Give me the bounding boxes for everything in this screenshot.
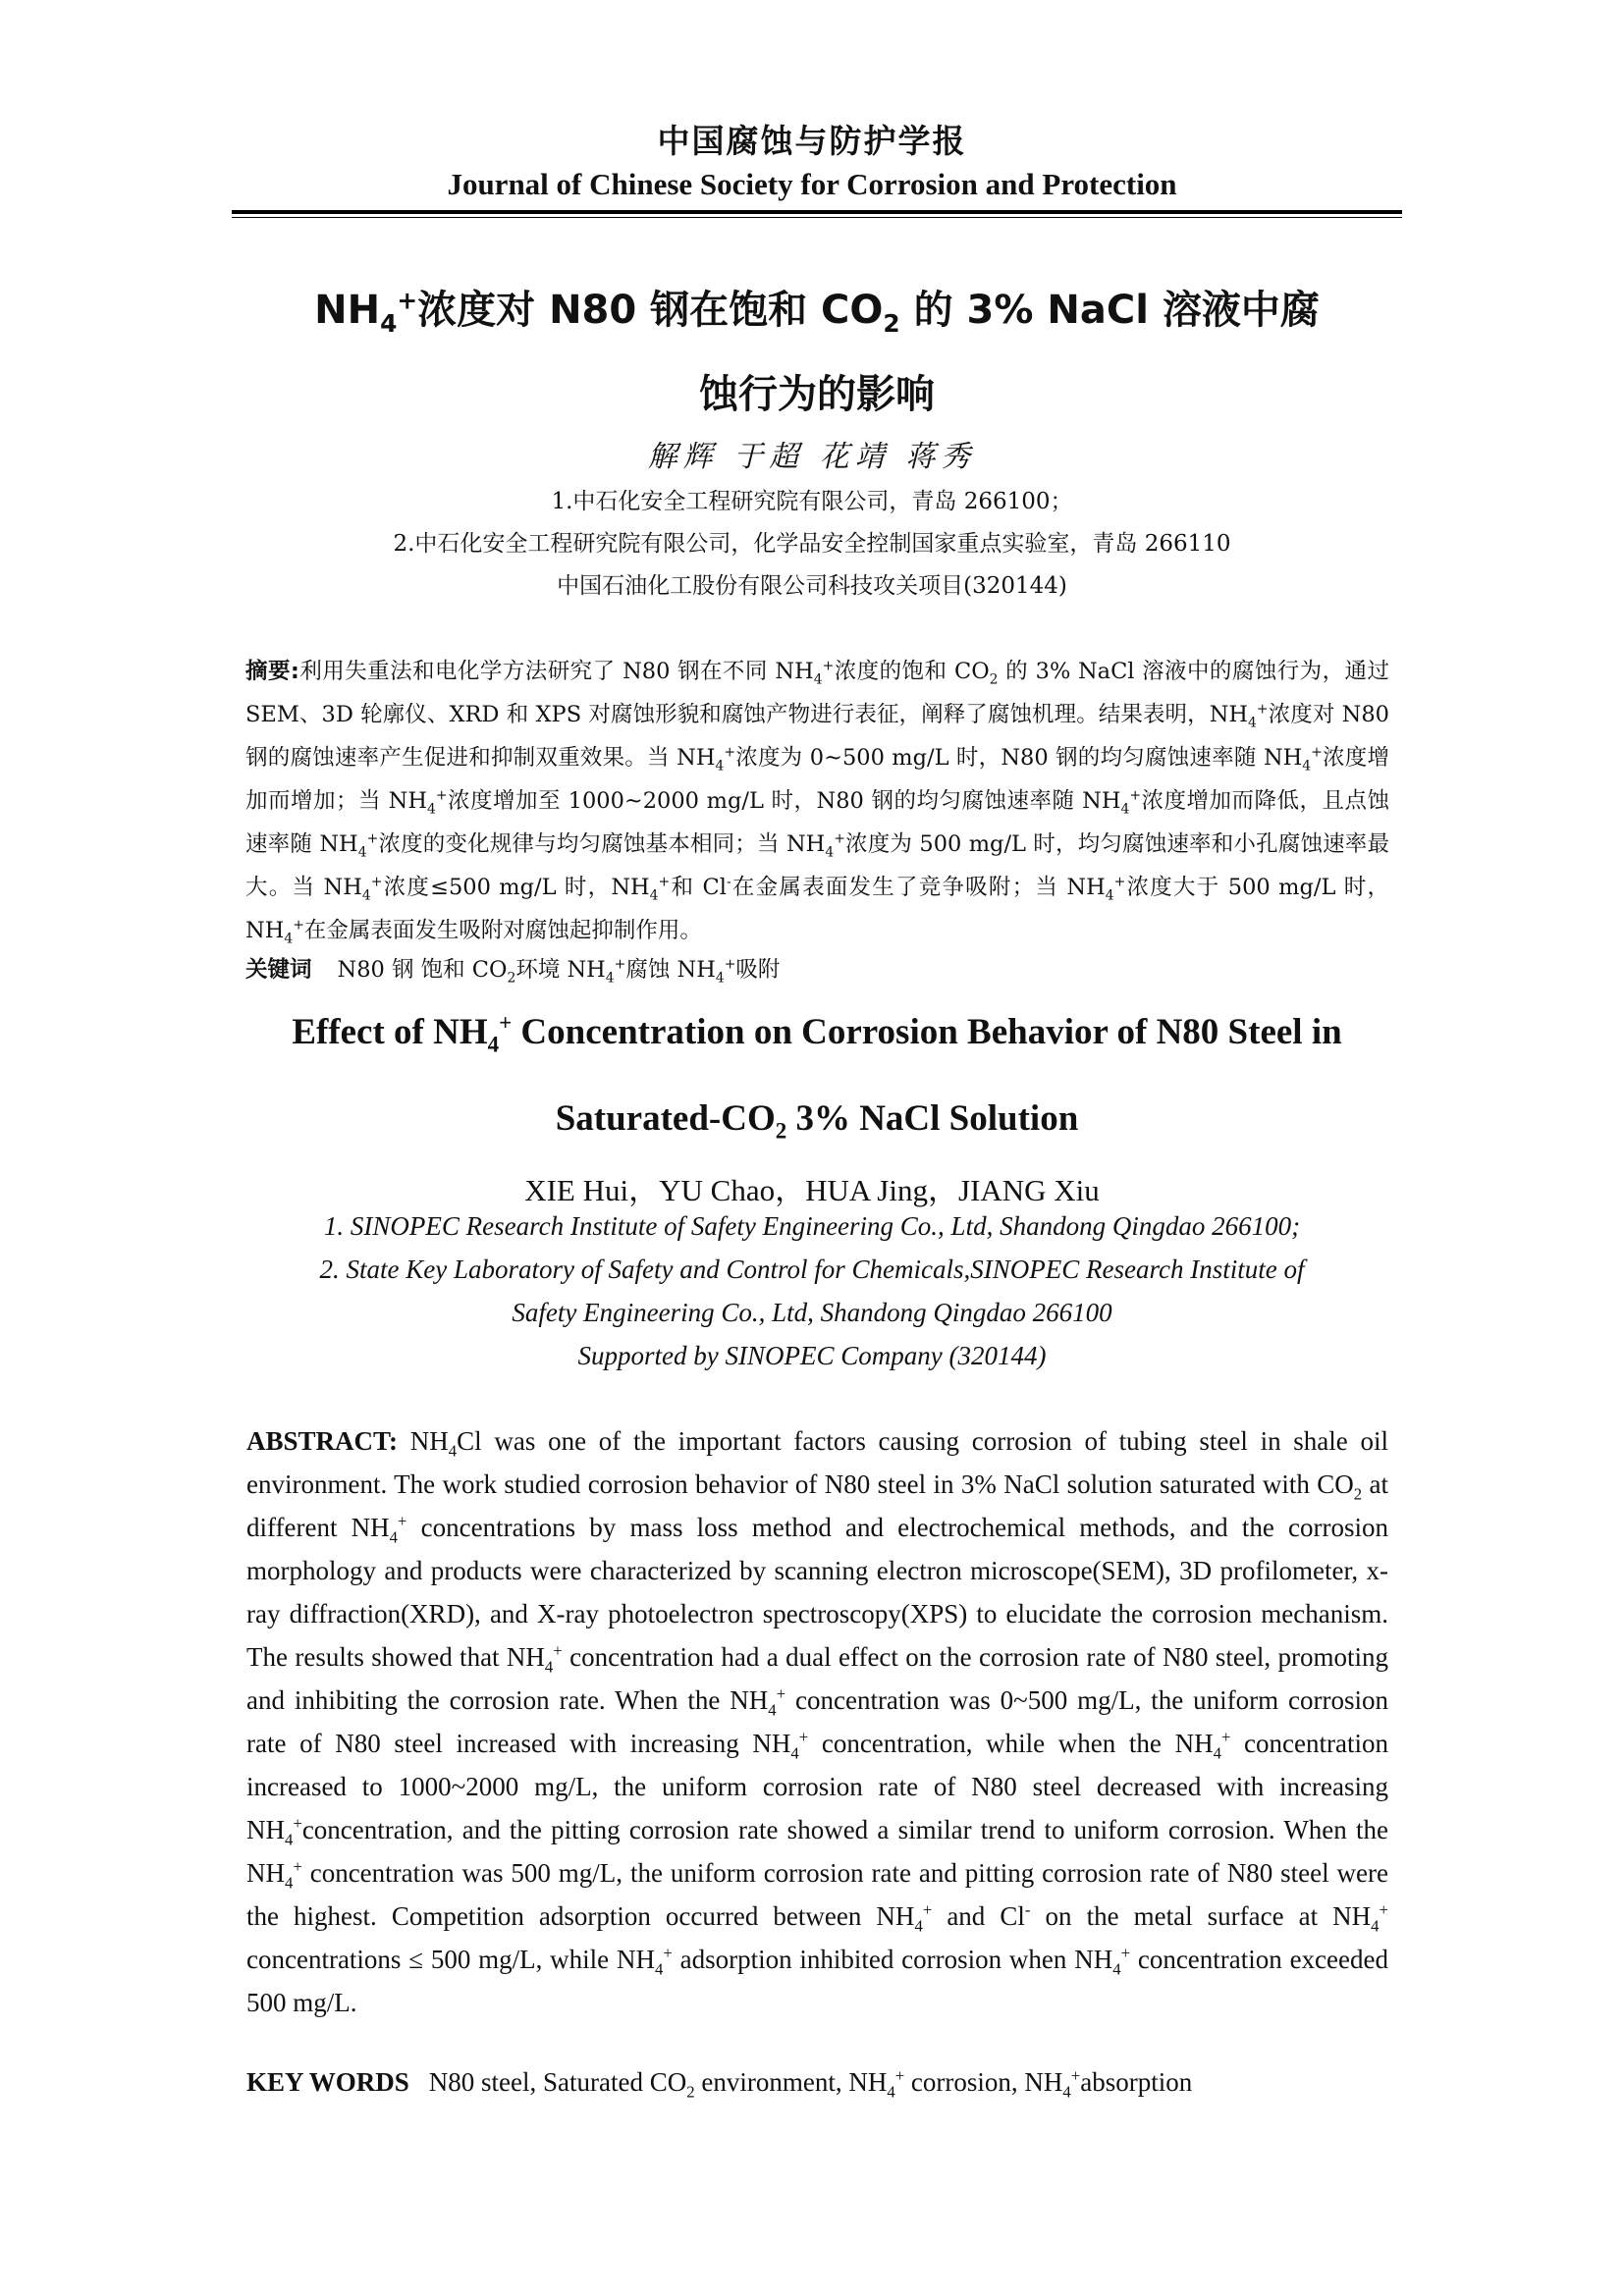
affiliation-cn-1: 1.中石化安全工程研究院有限公司，青岛 266100； [551,489,1073,514]
authors-cn: 解辉 于超 花靖 蒋秀 [647,440,977,474]
abstract-en-label: ABSTRACT: [246,1426,399,1456]
abstract-en: ABSTRACT: $NH_4Cl$ was one of the important factors causing corrosion of tubing steel in shale oil environment. The work studied corrosion behavior of N80 steel in 3% NaCl solution saturated with $CO_2$ at different $NH_4^+$ concentrations by mass loss method and electrochemical methods, and the corrosion morphology and products were characterized by scanning electron microscope(SEM), 3D profilometer, x-ray diffraction(XRD), and X-ray photoelectron spectroscopy(XPS) to elucidate the corrosion mechanism. The results showed that $NH_4^+$ concentration had a dual effect on the corrosion rate of N80 steel, promoting and inhibiting the corrosion rate. When the $NH_4^+$ concentration was 0~500 mg/L, the uniform corrosion rate of N80 steel increased with increasing $NH_4^+$ concentration, while when the $NH_4^+$ concentration increased to 1000~2000 mg/L, the uniform corrosion rate of N80 steel decreased with increasing $NH_4^+concentration$, and the pitting corrosion rate showed a similar trend to uniform corrosion. When the $NH_4^+$ concentration was 500 mg/L, the uniform corrosion rate and pitting corrosion rate of N80 steel were the highest. Competition adsorption occurred between $NH_4^+$ and Cl- on the metal surface at $NH_4^+$ concentrations ≤ 500 mg/L, while $NH_4^+$ adsorption inhibited corrosion when $NH_4^+$ concentration exceeded 500 mg/L. [246,1426,1388,2017]
funding-en: Supported by SINOPEC Company (320144) [577,1341,1047,1370]
header-rule-thin [232,217,1402,218]
keywords-cn: 关键词 N80 钢 饱和 $CO_2$环境 $NH_4^+$腐蚀 $NH_4^+$吸附 [245,956,781,987]
title-cn-line2: 蚀行为的影响 [699,372,935,417]
title-en-line2: Saturated-$CO_2$ 3% NaCl Solution [555,1098,1079,1144]
journal-name-en: Journal of Chinese Society for Corrosion and Protection [447,167,1177,201]
affiliation-en-2b: Safety Engineering Co., Ltd, Shandong Qingdao 266100 [512,1298,1112,1327]
keywords-en-label: KEY WORDS [246,2067,409,2097]
title-en-line1: Effect of $NH_4^+$ Concentration on Corrosion Behavior of N80 Steel in [292,1010,1342,1057]
authors-en: XIE Hui，YU Chao，HUA Jing，JIANG Xiu [524,1173,1100,1207]
affiliation-en-1: 1. SINOPEC Research Institute of Safety Engineering Co., Ltd, Shandong Qingdao 266100; [323,1211,1301,1241]
title-cn-line1: $NH_4^+$浓度对 N80 钢在饱和 $CO_2$ 的 3% NaCl 溶液中腐 [314,286,1320,338]
abstract-cn: 摘要:利用失重法和电化学方法研究了 N80 钢在不同 $NH_4^+$浓度的饱和 $CO_2$ 的 3% NaCl 溶液中的腐蚀行为，通过 SEM、3D 轮廓仪、XRD 和 XPS 对腐蚀形貌和腐蚀产物进行表征，阐释了腐蚀机理。结果表明，$NH_4^+$浓度对 N80 钢的腐蚀速率产生促进和抑制双重效果。当 $NH_4^+$浓度为 0~500 mg/L 时，N80 钢的均匀腐蚀速率随 $NH_4^+$浓度增加而增加；当 $NH_4^+$浓度增加至 1000~2000 mg/L 时，N80 钢的均匀腐蚀速率随 $NH_4^+$浓度增加而降低，且点蚀速率随 $NH_4^+$浓度的变化规律与均匀腐蚀基本相同；当 $NH_4^+$浓度为 500 mg/L 时，均匀腐蚀速率和小孔腐蚀速率最大。当 $NH_4^+$浓度≤500 mg/L 时，$NH_4^+$和 Cl-在金属表面发生了竞争吸附；当 $NH_4^+$浓度大于 500 mg/L 时，$NH_4^+$在金属表面发生吸附对腐蚀起抑制作用。 [245,658,1390,947]
abstract-cn-label: 摘要: [245,659,299,684]
keywords-cn-label: 关键词 [245,957,312,983]
funding-cn: 中国石油化工股份有限公司科技攻关项目(320144) [557,573,1067,599]
affiliation-en-2a: 2. State Key Laboratory of Safety and Control for Chemicals,SINOPEC Research Institute of [319,1255,1305,1284]
keywords-en: KEY WORDS N80 steel, Saturated $CO_2$ environment, $NH_4^+$ corrosion, $NH_4^+absorption$ [246,2066,1193,2102]
affiliation-cn-2: 2.中石化安全工程研究院有限公司，化学品安全控制国家重点实验室，青岛 266110 [393,531,1231,557]
title-nh: NH [314,288,381,333]
header-rule-thick [232,210,1402,214]
journal-name-cn: 中国腐蚀与防护学报 [657,122,967,160]
